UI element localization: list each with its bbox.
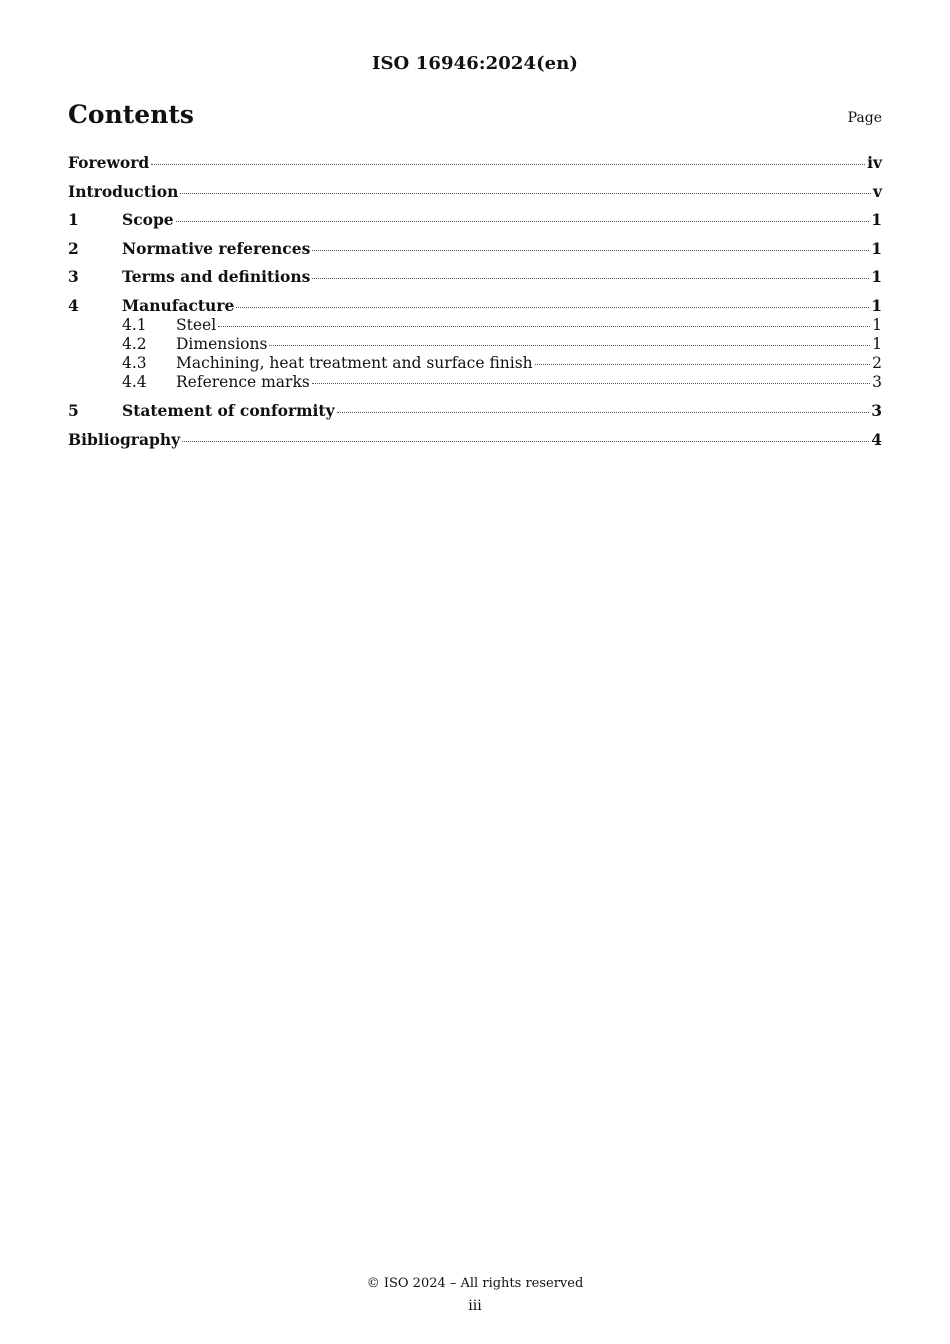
copyright-footer: © ISO 2024 – All rights reserved (366, 1276, 584, 1291)
toc-entry-normative-references[interactable] (68, 239, 882, 268)
toc-entry-scope[interactable] (68, 210, 882, 239)
document-id-header: ISO 16946:2024(en) (371, 53, 579, 74)
toc-entry-manufacture[interactable] (68, 296, 882, 316)
toc-entry-number: 4.1 (122, 315, 147, 334)
toc-entry-title: Steel (176, 315, 217, 334)
toc-entry-page: v (872, 181, 882, 201)
dot-leader (182, 441, 869, 442)
toc-entry-number: 4.3 (122, 353, 147, 372)
toc-entry-number: 4.2 (122, 334, 147, 353)
toc-entry-page: 1 (872, 334, 882, 353)
toc-entry-title: Manufacture (122, 295, 235, 315)
toc-entry-page: 3 (871, 401, 882, 420)
toc-entry-number: 5 (68, 401, 79, 420)
toc-entry-page: 1 (871, 210, 882, 229)
table-of-contents (68, 153, 882, 458)
dot-leader (535, 364, 870, 365)
toc-subentry-reference-marks[interactable] (68, 373, 882, 402)
toc-entry-title: Statement of conformity (122, 401, 335, 420)
toc-entry-title: Terms and definitions (122, 267, 311, 286)
toc-entry-number: 3 (68, 267, 79, 286)
dot-leader (180, 193, 871, 194)
dot-leader (269, 345, 870, 346)
toc-entry-title: Scope (122, 210, 174, 229)
toc-entry-terms-and-definitions[interactable] (68, 267, 882, 296)
dot-leader (218, 326, 870, 327)
toc-entry-page: 4 (871, 429, 882, 449)
toc-entry-page: 1 (872, 315, 882, 334)
toc-entry-page: 1 (871, 295, 882, 315)
dot-leader (176, 221, 870, 222)
toc-entry-statement-of-conformity[interactable] (68, 401, 882, 430)
toc-entry-foreword[interactable] (68, 153, 882, 182)
toc-entry-title: Machining, heat treatment and surface finish (176, 353, 533, 372)
toc-subentry-dimensions[interactable] (68, 335, 882, 354)
toc-entry-title: Dimensions (176, 334, 268, 353)
toc-entry-number: 1 (68, 210, 79, 229)
toc-entry-page: 3 (872, 372, 882, 391)
contents-title: Contents (68, 100, 195, 129)
dot-leader (337, 412, 870, 413)
toc-entry-title: Reference marks (176, 372, 310, 391)
toc-entry-title: Introduction (68, 181, 179, 201)
toc-entry-title: Foreword (68, 153, 150, 172)
toc-entry-title: Bibliography (68, 429, 181, 449)
dot-leader (236, 307, 869, 308)
toc-entry-number: 4.4 (122, 372, 147, 391)
toc-entry-bibliography[interactable] (68, 430, 882, 459)
dot-leader (151, 164, 865, 165)
page-column-label: Page (847, 110, 882, 126)
toc-entry-page: 1 (871, 267, 882, 286)
toc-subentry-machining[interactable] (68, 354, 882, 373)
toc-entry-title: Normative references (122, 238, 311, 258)
toc-entry-number: 4 (68, 295, 79, 315)
toc-entry-page: iv (867, 153, 882, 172)
toc-subentry-steel[interactable] (68, 316, 882, 335)
toc-entry-page: 2 (872, 353, 882, 372)
page-number: iii (468, 1298, 482, 1314)
dot-leader (312, 278, 869, 279)
dot-leader (312, 250, 869, 251)
toc-entry-introduction[interactable] (68, 182, 882, 211)
toc-entry-page: 1 (871, 238, 882, 258)
toc-entry-number: 2 (68, 238, 79, 258)
dot-leader (312, 383, 870, 384)
